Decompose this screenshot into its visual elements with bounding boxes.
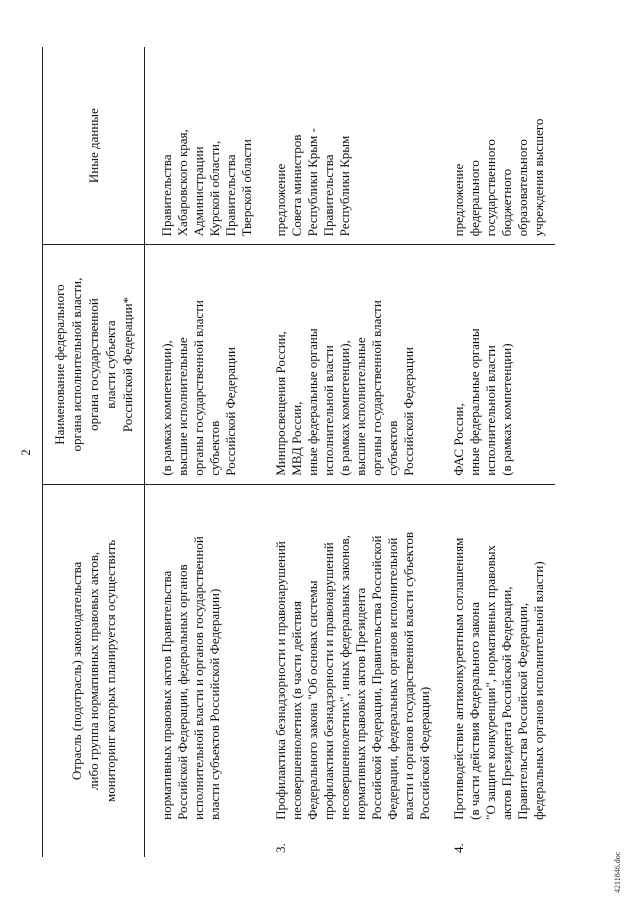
row-field: Противодействие антиконкурентным соглашениям (в части действия Федерального закона "О защите конкуренции", нормативных правовых актов Президента Российской Федерации, Правительства Российской Федерации, федеральных органов исполнительной власти) [451,537,546,820]
row-agency: Минпросвещения России, МВД России, иные федеральные органы исполнительной власти (в рамках компетенции), высшие исполнительные органы государственной власти субъектов Российской Федерации [263,245,441,484]
row-other: предложение федерального государственного бюджетного образовательного учреждения высшего [441,47,555,245]
row-number: 3. [273,843,288,853]
table-row [441,47,555,857]
row-field: Профилактика безнадзорности и правонарушений несовершеннолетних (в части действия Федерального закона "Об основах системы профилактики безнадзорности и правонарушений несовершеннолетних", иных федеральных законов, нормативных правовых актов Президента Российской Федерации, Правительства Российской Федерации, федеральных органов исполнительной власти и органов государственной власти субъектов Российской Федерации) [273,532,432,820]
table-row [263,47,441,857]
header-agency: Наименование федерального органа исполнительной власти, органа государственной власти субъекта Российской Федерации* [43,245,145,484]
table-row [145,47,264,857]
row-agency: ФАС России, иные федеральные органы исполнительной власти (в рамках компетенции) [441,245,555,484]
header-field: Отрасль (подотрасль) законодательства либо группа нормативных правовых актов, мониторинг которых планируется осуществить [43,484,145,857]
row-number [145,828,264,857]
row-field: нормативных правовых актов Правительства Российской Федерации, федеральных органов исполнительной власти и органов государственной власти субъектов Российской Федерации) [159,536,222,820]
monitoring-table [42,47,555,857]
row-other: предложение Совета министров Республики Крым - Правительства Республики Крым [263,47,441,245]
footer-doc-code: 4211846.doc [613,851,622,893]
page-number: 2 [18,449,33,456]
table-header-row [43,47,145,857]
row-agency: (в рамках компетенции), высшие исполнительные органы государственной власти субъектов Российской Федерации [145,245,264,484]
row-number: 4. [451,843,466,853]
row-other: Правительства Хабаровского края, Администрации Курской области, Правительства Тверской области [145,47,264,245]
header-other: Иные данные [43,47,145,245]
